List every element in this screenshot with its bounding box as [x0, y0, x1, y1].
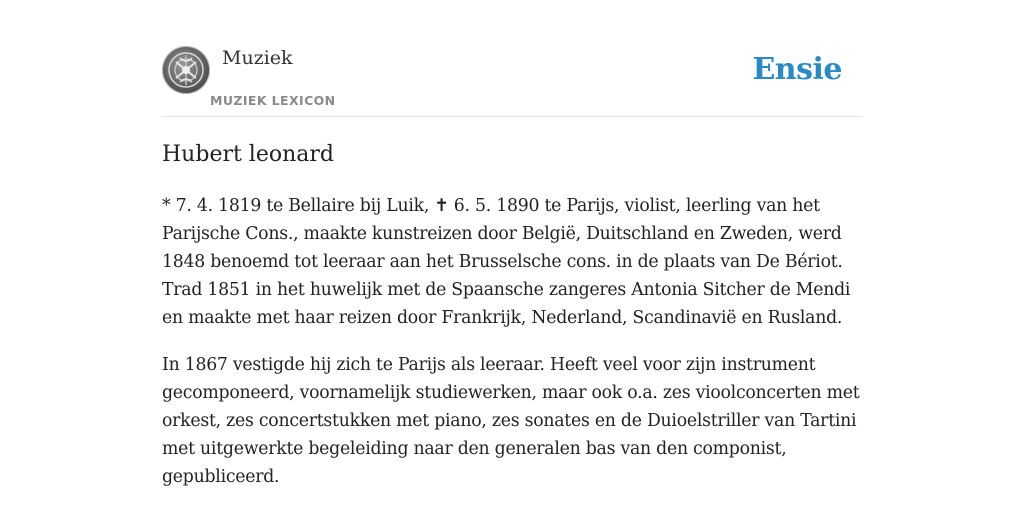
- site-header: [162, 0, 862, 117]
- page-title: Hubert leonard: [162, 142, 334, 167]
- brand-logo[interactable]: Ensie: [752, 52, 842, 87]
- music-emblem-icon[interactable]: [162, 46, 210, 94]
- article-body: [162, 192, 872, 510]
- site-name[interactable]: Muziek: [222, 47, 293, 69]
- paragraph: In 1867 vestigde hij zich te Parijs als leeraar. Heeft veel voor zijn instrument gecomponeerd, voornamelijk studiewerken, maar ook o.a. zes vioolconcerten met orkest, zes concertstukken met piano, zes sonates en de Duioelstriller van Tartini met uitgewerkte begeleiding naar den generalen bas van den componist, gepubliceerd.: [162, 355, 860, 487]
- paragraph: * 7. 4. 1819 te Bellaire bij Luik, ✝ 6. 5. 1890 te Parijs, violist, leerling van het Parijsche Cons., maakte kunstreizen door België, Duitschland en Zweden, werd 1848 benoemd tot leeraar aan het Brusselsche cons. in de plaats van De Bériot. Trad 1851 in het huwelijk met de Spaansche zangeres Antonia Sitcher de Mendi en maakte met haar reizen door Frankrijk, Nederland, Scandinavië en Rusland.: [162, 196, 851, 328]
- site-subtitle[interactable]: MUZIEK LEXICON: [210, 93, 336, 108]
